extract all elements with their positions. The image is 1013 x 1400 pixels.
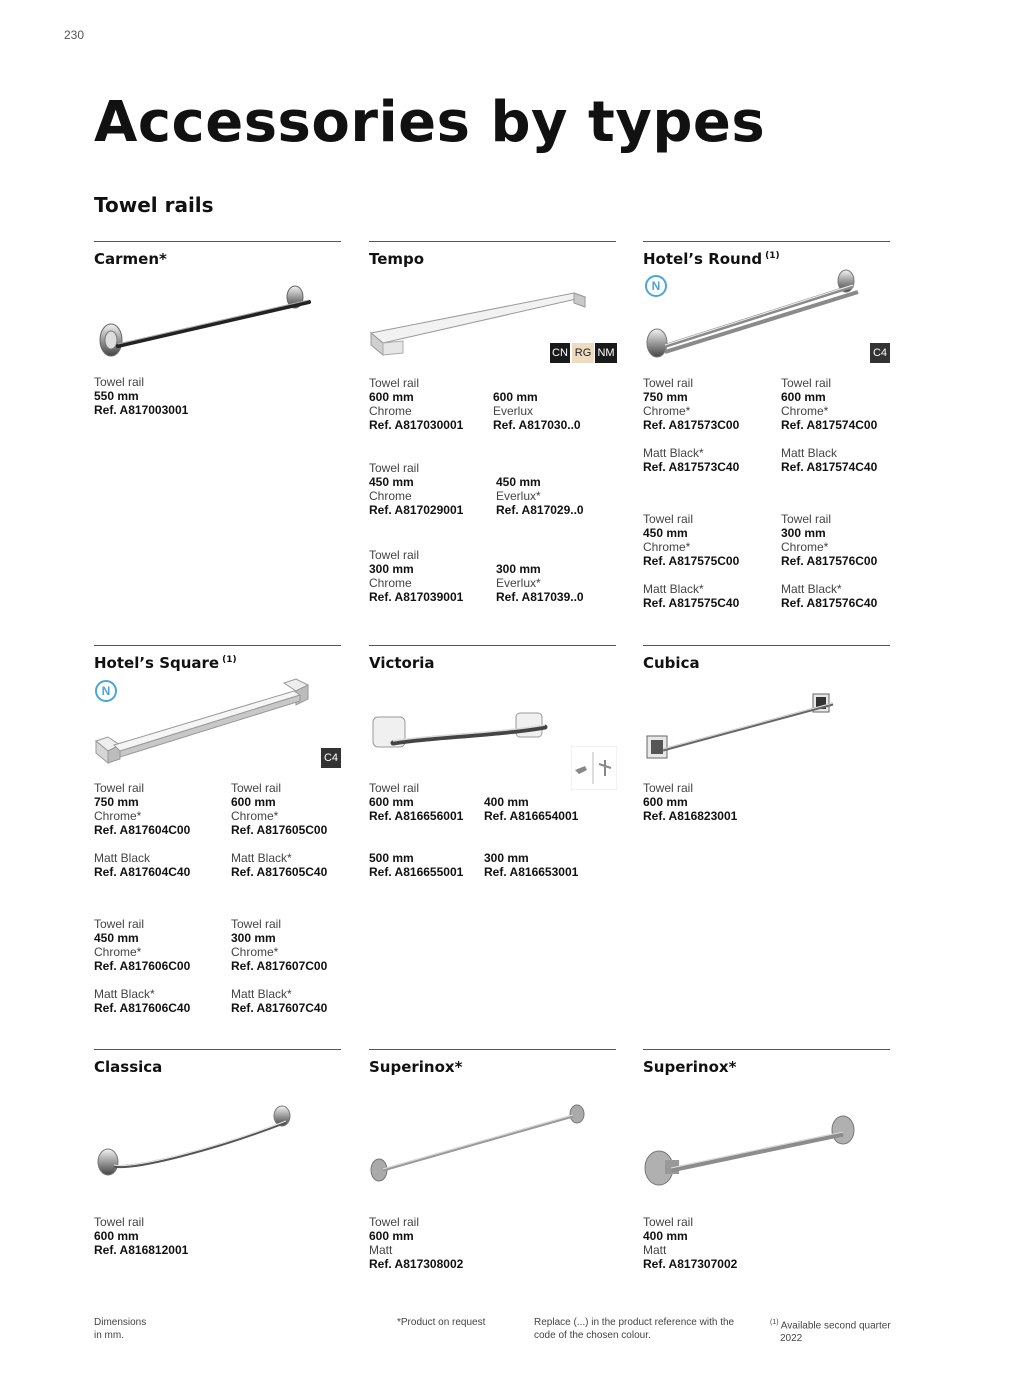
carmen-product-image: [94, 278, 324, 368]
footer-text: Replace (...) in the product reference with the: [534, 1317, 735, 1328]
label: Towel rail: [369, 1215, 420, 1229]
size: 600 mm: [781, 390, 826, 404]
reference: Ref. A817029001: [369, 503, 464, 517]
size: 450 mm: [369, 475, 414, 489]
reference: Ref. A817606C00: [94, 959, 191, 973]
reference: Ref. A817003001: [94, 403, 189, 417]
size: 400 mm: [484, 795, 529, 809]
product-name-hotels-square: [94, 654, 237, 672]
reference: Ref. A817607C00: [231, 959, 328, 973]
victoria-product-image: [369, 705, 559, 765]
finish: Matt Black*: [643, 446, 704, 460]
footnote-mark: (1): [770, 1319, 779, 1326]
finish: Matt Black*: [643, 582, 704, 596]
size: 600 mm: [369, 390, 414, 404]
reference: Ref. A817574C00: [781, 418, 878, 432]
product-name-classica: Classica: [94, 1058, 163, 1076]
color-tag-cn: CN: [550, 343, 570, 363]
page-number: 230: [64, 28, 85, 42]
fixing-icon: [571, 746, 617, 790]
reference: Ref. A816653001: [484, 865, 579, 879]
divider: [369, 645, 616, 646]
reference: Ref. A816812001: [94, 1243, 189, 1257]
cubica-product-image: [643, 688, 843, 768]
label: Towel rail: [231, 917, 282, 931]
reference: Ref. A817605C40: [231, 865, 328, 879]
divider: [94, 645, 341, 646]
classica-product-image: [94, 1100, 304, 1180]
superinox-400-product-image: [643, 1108, 863, 1190]
footer-text: Dimensions: [94, 1317, 147, 1328]
product-name-hotels-round: [643, 250, 780, 268]
size: 600 mm: [369, 1229, 414, 1243]
label: Towel rail: [781, 376, 832, 390]
reference: Ref. A817039001: [369, 590, 464, 604]
label: Towel rail: [231, 781, 282, 795]
footnote-mark: (1): [765, 251, 780, 261]
color-tag-rg: RG: [572, 343, 594, 363]
finish: Chrome*: [781, 404, 829, 418]
reference: Ref. A817607C40: [231, 1001, 328, 1015]
size: 500 mm: [369, 851, 414, 865]
size: 450 mm: [94, 931, 139, 945]
reference: Ref. A817576C00: [781, 554, 878, 568]
label: Towel rail: [369, 461, 420, 475]
divider: [643, 1049, 890, 1050]
footer-text: in mm.: [94, 1330, 124, 1341]
finish: Chrome*: [94, 945, 142, 959]
size: 600 mm: [231, 795, 276, 809]
label: Towel rail: [643, 1215, 694, 1229]
reference: Ref. A817574C40: [781, 460, 878, 474]
product-name-superinox-400: Superinox*: [643, 1058, 737, 1076]
product-name-superinox-600: Superinox*: [369, 1058, 463, 1076]
reference: Ref. A817030..0: [493, 418, 581, 432]
product-name-text: Hotel’s Round: [643, 250, 763, 268]
size: 300 mm: [781, 526, 826, 540]
size: 300 mm: [484, 851, 529, 865]
reference: Ref. A817606C40: [94, 1001, 191, 1015]
section-title: Towel rails: [94, 193, 214, 217]
finish: Chrome: [369, 576, 412, 590]
reference: Ref. A817030001: [369, 418, 464, 432]
finish: Chrome*: [781, 540, 829, 554]
size: 400 mm: [643, 1229, 688, 1243]
reference: Ref. A817575C00: [643, 554, 740, 568]
size: 600 mm: [94, 1229, 139, 1243]
new-badge-icon: N: [95, 680, 117, 702]
label: Towel rail: [643, 512, 694, 526]
footer-text: code of the chosen colour.: [534, 1330, 651, 1341]
product-name-victoria: Victoria: [369, 654, 435, 672]
size: 300 mm: [231, 931, 276, 945]
finish: Everlux: [493, 404, 534, 418]
finish: Matt Black: [94, 851, 151, 865]
reference: Ref. A817604C40: [94, 865, 191, 879]
reference: Ref. A817029..0: [496, 503, 584, 517]
reference: Ref. A817573C40: [643, 460, 740, 474]
size: 750 mm: [94, 795, 139, 809]
reference: Ref. A817575C40: [643, 596, 740, 610]
label: Towel rail: [94, 917, 145, 931]
footer-dimensions: [94, 1316, 146, 1342]
reference: Ref. A817308002: [369, 1257, 464, 1271]
footer-replace: [534, 1316, 734, 1342]
color-tag-nm: NM: [595, 343, 617, 363]
label: Towel rail: [369, 548, 420, 562]
size: 300 mm: [369, 562, 414, 576]
hotels-round-product-image: [643, 268, 868, 363]
label: Towel rail: [643, 376, 694, 390]
hotels-square-product-image: [94, 673, 319, 768]
product-name-tempo: Tempo: [369, 250, 425, 268]
size: 550 mm: [94, 389, 139, 403]
divider: [369, 241, 616, 242]
reference: Ref. A816655001: [369, 865, 464, 879]
product-name-text: Hotel’s Square: [94, 654, 220, 672]
label: Towel rail: [94, 375, 145, 389]
finish: Everlux*: [496, 576, 541, 590]
product-name-carmen: Carmen*: [94, 250, 167, 268]
reference: Ref. A816654001: [484, 809, 579, 823]
finish: Matt Black*: [781, 582, 842, 596]
label: Towel rail: [643, 781, 694, 795]
finish: Chrome: [369, 404, 412, 418]
product-name-cubica: Cubica: [643, 654, 700, 672]
reference: Ref. A817604C00: [94, 823, 191, 837]
finish: Matt: [643, 1243, 667, 1257]
finish: Chrome*: [231, 809, 279, 823]
size: 600 mm: [493, 390, 538, 404]
label: Towel rail: [369, 376, 420, 390]
finish: Matt Black*: [231, 987, 292, 1001]
finish: Chrome*: [643, 540, 691, 554]
divider: [94, 1049, 341, 1050]
footer-text: Available second quarter: [780, 1320, 891, 1332]
reference: Ref. A816823001: [643, 809, 738, 823]
size: 450 mm: [496, 475, 541, 489]
finish: Matt Black*: [231, 851, 292, 865]
label: Towel rail: [369, 781, 420, 795]
finish: Chrome*: [643, 404, 691, 418]
divider: [643, 241, 890, 242]
label: Towel rail: [781, 512, 832, 526]
footer-request: *Product on request: [397, 1317, 486, 1328]
size: 450 mm: [643, 526, 688, 540]
size: 600 mm: [643, 795, 688, 809]
page-title: Accessories by types: [94, 90, 766, 155]
finish: Matt: [369, 1243, 393, 1257]
finish-tag-c4: C4: [870, 343, 890, 363]
finish: Matt Black*: [94, 987, 155, 1001]
footnote-mark: (1): [222, 655, 237, 665]
reference: Ref. A817605C00: [231, 823, 328, 837]
reference: Ref. A817573C00: [643, 418, 740, 432]
label: Towel rail: [94, 1215, 145, 1229]
finish: Chrome: [369, 489, 412, 503]
footer-availability: [770, 1316, 891, 1345]
divider: [369, 1049, 616, 1050]
reference: Ref. A817039..0: [496, 590, 584, 604]
finish-tag-c4: C4: [321, 748, 341, 768]
size: 300 mm: [496, 562, 541, 576]
finish: Everlux*: [496, 489, 541, 503]
reference: Ref. A817307002: [643, 1257, 738, 1271]
reference: Ref. A817576C40: [781, 596, 878, 610]
new-badge-icon: N: [645, 275, 667, 297]
size: 600 mm: [369, 795, 414, 809]
divider: [643, 645, 890, 646]
finish: Chrome*: [231, 945, 279, 959]
finish: Chrome*: [94, 809, 142, 823]
finish: Matt Black: [781, 446, 838, 460]
label: Towel rail: [94, 781, 145, 795]
size: 750 mm: [643, 390, 688, 404]
superinox-600-product-image: [369, 1100, 594, 1185]
divider: [94, 241, 341, 242]
footer-text: 2022: [780, 1333, 803, 1345]
reference: Ref. A816656001: [369, 809, 464, 823]
